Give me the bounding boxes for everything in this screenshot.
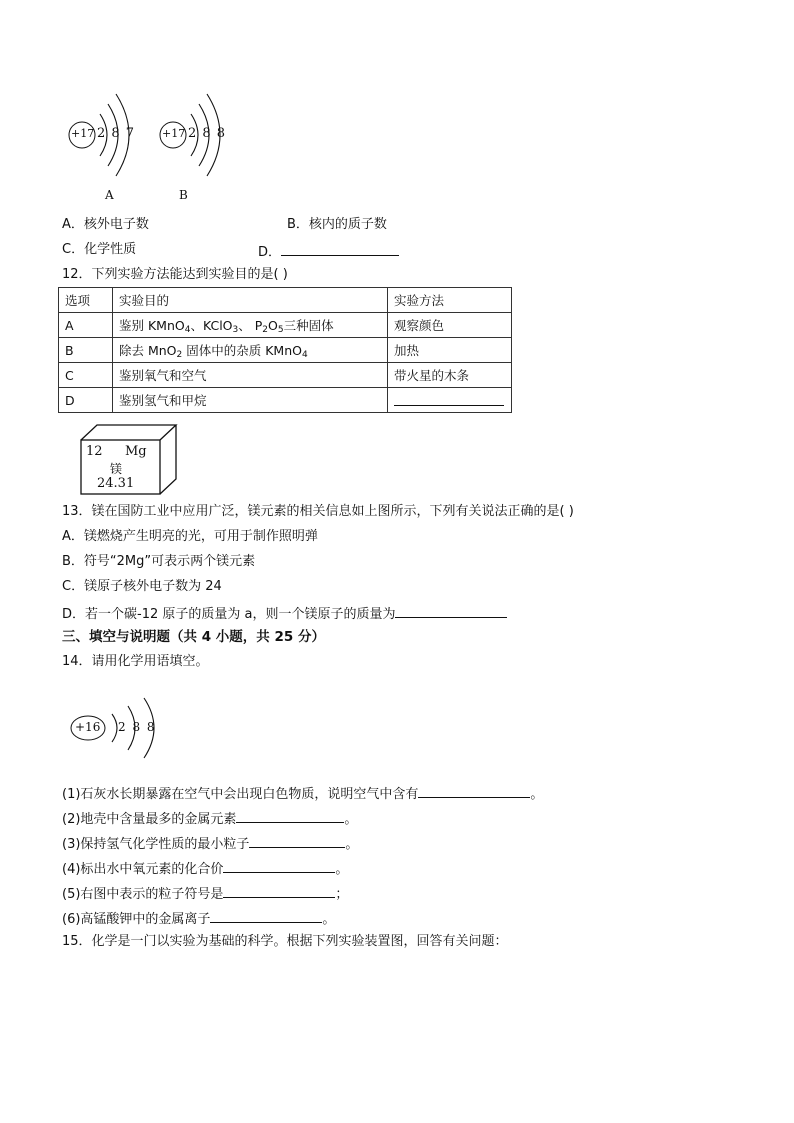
purpose-text: 、KClO (190, 317, 233, 333)
q14-item-text: (3)保持氢气化学性质的最小粒子 (62, 837, 250, 852)
atom-sulfur-shells: 2 8 8 (118, 720, 155, 734)
q13-option-b: B．符号“2Mg”可表示两个镁元素 (62, 554, 256, 569)
table-cell-option: A (59, 313, 113, 338)
q12-experiment-table (58, 287, 512, 413)
q13-option-a: A．镁燃烧产生明亮的光，可用于制作照明弹 (62, 529, 318, 544)
purpose-text: 、 P (238, 317, 263, 333)
table-row (59, 388, 512, 413)
table-cell-method: 观察颜色 (388, 313, 512, 338)
table-row (59, 363, 512, 388)
purpose-text: 三种固体 (283, 317, 334, 333)
mg-atomic-mass: 24.31 (97, 476, 135, 491)
subscript: 2 (176, 349, 183, 360)
subscript: 3 (232, 324, 239, 335)
q14-item-5 (62, 883, 348, 904)
table-cell-method: 加热 (388, 338, 512, 363)
table-header-cell: 实验方法 (388, 288, 512, 313)
subscript: 4 (301, 349, 308, 360)
q14-item-end: 。 (322, 912, 336, 927)
q14-item-3 (62, 833, 358, 854)
q11-option-d-label: D． (258, 245, 282, 260)
q14-blank-3[interactable] (249, 833, 345, 848)
q14-item-text: (5)右图中表示的粒子符号是 (62, 887, 224, 902)
purpose-text: O (268, 317, 278, 333)
mg-symbol: Mg (125, 444, 147, 459)
q14-blank-1[interactable] (418, 783, 530, 798)
q14-item-end: 。 (530, 787, 544, 802)
q13-option-c: C．镁原子核外电子数为 24 (62, 579, 222, 594)
subscript: 2 (262, 324, 268, 335)
table-row (59, 313, 512, 338)
q14-item-1 (62, 783, 543, 804)
q11-option-d-blank[interactable] (281, 241, 399, 256)
table-cell-option: C (59, 363, 113, 388)
purpose-text: 固体中的杂质 KMnO (182, 342, 302, 358)
atom-a-shells: 2 8 7 (97, 126, 135, 141)
table-cell-method (388, 388, 512, 413)
q11-option-a: A．核外电子数 (62, 217, 149, 232)
table-header-row (59, 288, 512, 313)
q11-option-c: C．化学性质 (62, 242, 137, 257)
purpose-text: 除去 MnO (119, 342, 177, 358)
subscript: 4 (184, 324, 191, 335)
table-cell-method: 带火星的木条 (388, 363, 512, 388)
atom-b-label: B (179, 188, 188, 202)
q14-blank-6[interactable] (210, 908, 322, 923)
q13-option-d-blank[interactable] (395, 603, 507, 618)
q14-blank-4[interactable] (223, 858, 335, 873)
purpose-text: 鉴别 KMnO (119, 317, 185, 333)
q12-stem: 12．下列实验方法能达到实验目的是( ) (62, 267, 288, 282)
table-cell-option: B (59, 338, 113, 363)
q14-item-end: 。 (345, 837, 359, 852)
atom-b-shells: 2 8 8 (188, 126, 226, 141)
q14-stem: 14．请用化学用语填空。 (62, 654, 209, 669)
table-cell-option: D (59, 388, 113, 413)
q14-item-text: (2)地壳中含量最多的金属元素 (62, 812, 237, 827)
atom-b-nucleus: +17 (162, 127, 186, 140)
q13-stem: 13．镁在国防工业中应用广泛，镁元素的相关信息如上图所示，下列有关说法正确的是( ) (62, 504, 574, 519)
q14-item-text: (1)石灰水长期暴露在空气中会出现白色物质，说明空气中含有 (62, 787, 419, 802)
mg-atomic-number: 12 (86, 444, 103, 459)
table-row (59, 338, 512, 363)
section-3-heading: 三、填空与说明题（共 4 小题，共 25 分） (62, 629, 325, 645)
atom-diagram-b (155, 88, 235, 208)
q14-item-text: (4)标出水中氧元素的化合价 (62, 862, 224, 877)
q12-d-method-blank[interactable] (394, 391, 504, 406)
table-header-cell: 选项 (59, 288, 113, 313)
q15-stem: 15．化学是一门以实验为基础的科学。根据下列实验装置图，回答有关问题： (62, 934, 508, 949)
q13-option-d (62, 603, 507, 624)
mg-element-card (80, 424, 180, 496)
q14-item-6 (62, 908, 335, 929)
q14-blank-2[interactable] (236, 808, 344, 823)
q13-option-d-label: D．若一个碳-12 原子的质量为 a，则一个镁原子的质量为 (62, 607, 396, 622)
q11-option-b: B．核内的质子数 (287, 217, 387, 232)
q14-blank-5[interactable] (223, 883, 335, 898)
atom-sulfur-nucleus: +16 (75, 720, 101, 734)
subscript: 5 (277, 324, 284, 335)
q14-item-end: ； (335, 887, 349, 902)
table-cell-purpose (113, 338, 388, 363)
q14-item-text: (6)高锰酸钾中的金属离子 (62, 912, 211, 927)
q14-item-2 (62, 808, 357, 829)
q14-item-end: 。 (344, 812, 358, 827)
q14-item-4 (62, 858, 348, 879)
q14-item-end: 。 (335, 862, 349, 877)
q11-option-d (258, 241, 399, 262)
atom-diagram-a (64, 88, 144, 208)
atom-a-label: A (105, 188, 114, 202)
table-header-cell: 实验目的 (113, 288, 388, 313)
table-cell-purpose: 鉴别氧气和空气 (113, 363, 388, 388)
atom-diagram-sulfur (68, 692, 178, 762)
mg-name: 镁 (110, 462, 123, 476)
atom-a-nucleus: +17 (71, 127, 95, 140)
table-cell-purpose (113, 313, 388, 338)
table-cell-purpose: 鉴别氢气和甲烷 (113, 388, 388, 413)
